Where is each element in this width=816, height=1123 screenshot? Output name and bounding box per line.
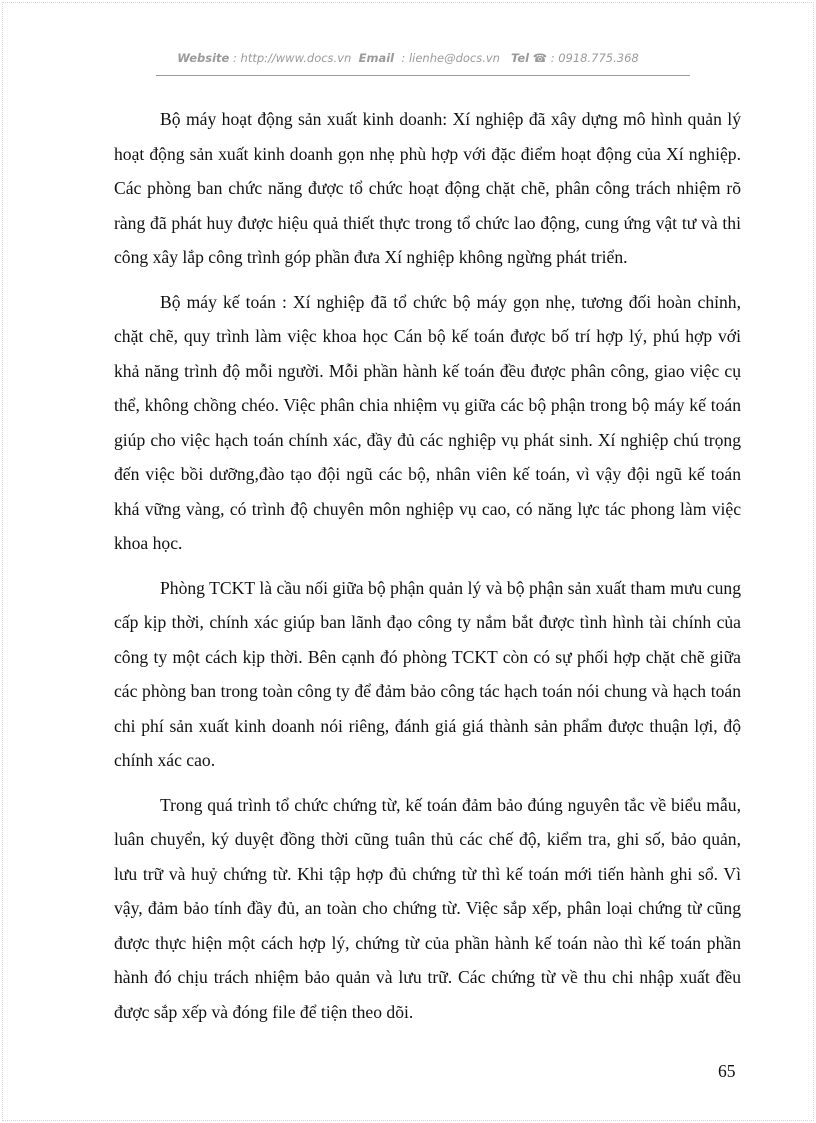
website-label: Website — [177, 51, 230, 65]
paragraph-production: Bộ máy hoạt động sản xuất kinh doanh: Xí nghiệp đã xây dựng mô hình quản lý hoạt động sản xuất kinh doanh gọn nhẹ phù hợp với đặc điểm hoạt động của Xí nghiệp. Các phòng ban chức năng được tổ chức hoạt động chặt chẽ, phân công trách nhiệm rõ ràng đã phát huy được hiệu quả thiết thực trong tổ chức lao động, cung ứng vật tư và thi công xây lắp công trình góp phần đưa Xí nghiệp không ngừng phát triển. — [114, 109, 741, 267]
header-rule — [156, 75, 690, 76]
phone-icon: ☎ — [532, 51, 548, 65]
paragraph-tckt-department: Phòng TCKT là cầu nối giữa bộ phận quản lý và bộ phận sản xuất tham mưu cung cấp kịp thời, chính xác giúp ban lãnh đạo công ty nắm bắt được tình hình tài chính của công ty một cách kịp thời. Bên cạnh đó phòng TCKT còn có sự phối hợp chặt chẽ giữa các phòng ban trong toàn công ty để đảm bảo công tác hạch toán nói chung và hạch toán chi phí sản xuất kinh doanh nói riêng, đánh giá giá thành sản phẩm được thuận lợi, độ chính xác cao. — [114, 577, 741, 770]
tel-number: 0918.775.368 — [558, 51, 639, 65]
document-body — [114, 102, 741, 1039]
page-number: 65 — [718, 1061, 736, 1081]
tel-label: Tel — [510, 51, 530, 65]
paragraph-voucher-organization: Trong quá trình tổ chức chứng từ, kế toán đảm bảo đúng nguyên tắc về biểu mẫu, luân chuyển, ký duyệt đồng thời cũng tuân thủ các chế độ, kiểm tra, ghi số, bảo quản, lưu trữ và huỷ chứng từ. Khi tập hợp đủ chứng từ thì kế toán mới tiến hành ghi sổ. Vì vậy, đảm bảo tính đầy đủ, an toàn cho chứng từ. Việc sắp xếp, phân loại chứng từ cũng được thực hiện một cách hợp lý, chứng từ của phần hành kế toán nào thì kế toán phần hành đó chịu trách nhiệm bảo quản và lưu trữ. Các chứng từ về thu chi nhập xuất đều được sắp xếp và đóng file để tiện theo dõi. — [114, 794, 741, 1022]
website-url[interactable]: http://www.docs.vn — [240, 51, 352, 65]
paragraph-accounting-apparatus: Bộ máy kế toán : Xí nghiệp đã tổ chức bộ máy gọn nhẹ, tương đối hoàn chỉnh, chặt chẽ, quy trình làm việc khoa học Cán bộ kế toán được bố trí hợp lý, phú hợp với khả năng trình độ mỗi người. Mỗi phần hành kế toán đều được phân công, giao việc cụ thể, không chồng chéo. Việc phân chia nhiệm vụ giữa các bộ phận trong bộ máy kế toán giúp cho việc hạch toán chính xác, đầy đủ các nghiệp vụ phát sinh. Xí nghiệp chú trọng đến việc bồi dưỡng,đào tạo đội ngũ các bộ, nhân viên kế toán, vì vậy đội ngũ kế toán khá vững vàng, có trình độ chuyên môn nghiệp vụ cao, có năng lực tác phong làm việc khoa học. — [114, 291, 741, 553]
page-header: Website : http://www.docs.vn Email : lienhe@docs.vn Tel ☎ : 0918.775.368 — [177, 51, 639, 65]
email-address[interactable]: lienhe@docs.vn — [408, 51, 500, 65]
email-label: Email — [358, 51, 395, 65]
